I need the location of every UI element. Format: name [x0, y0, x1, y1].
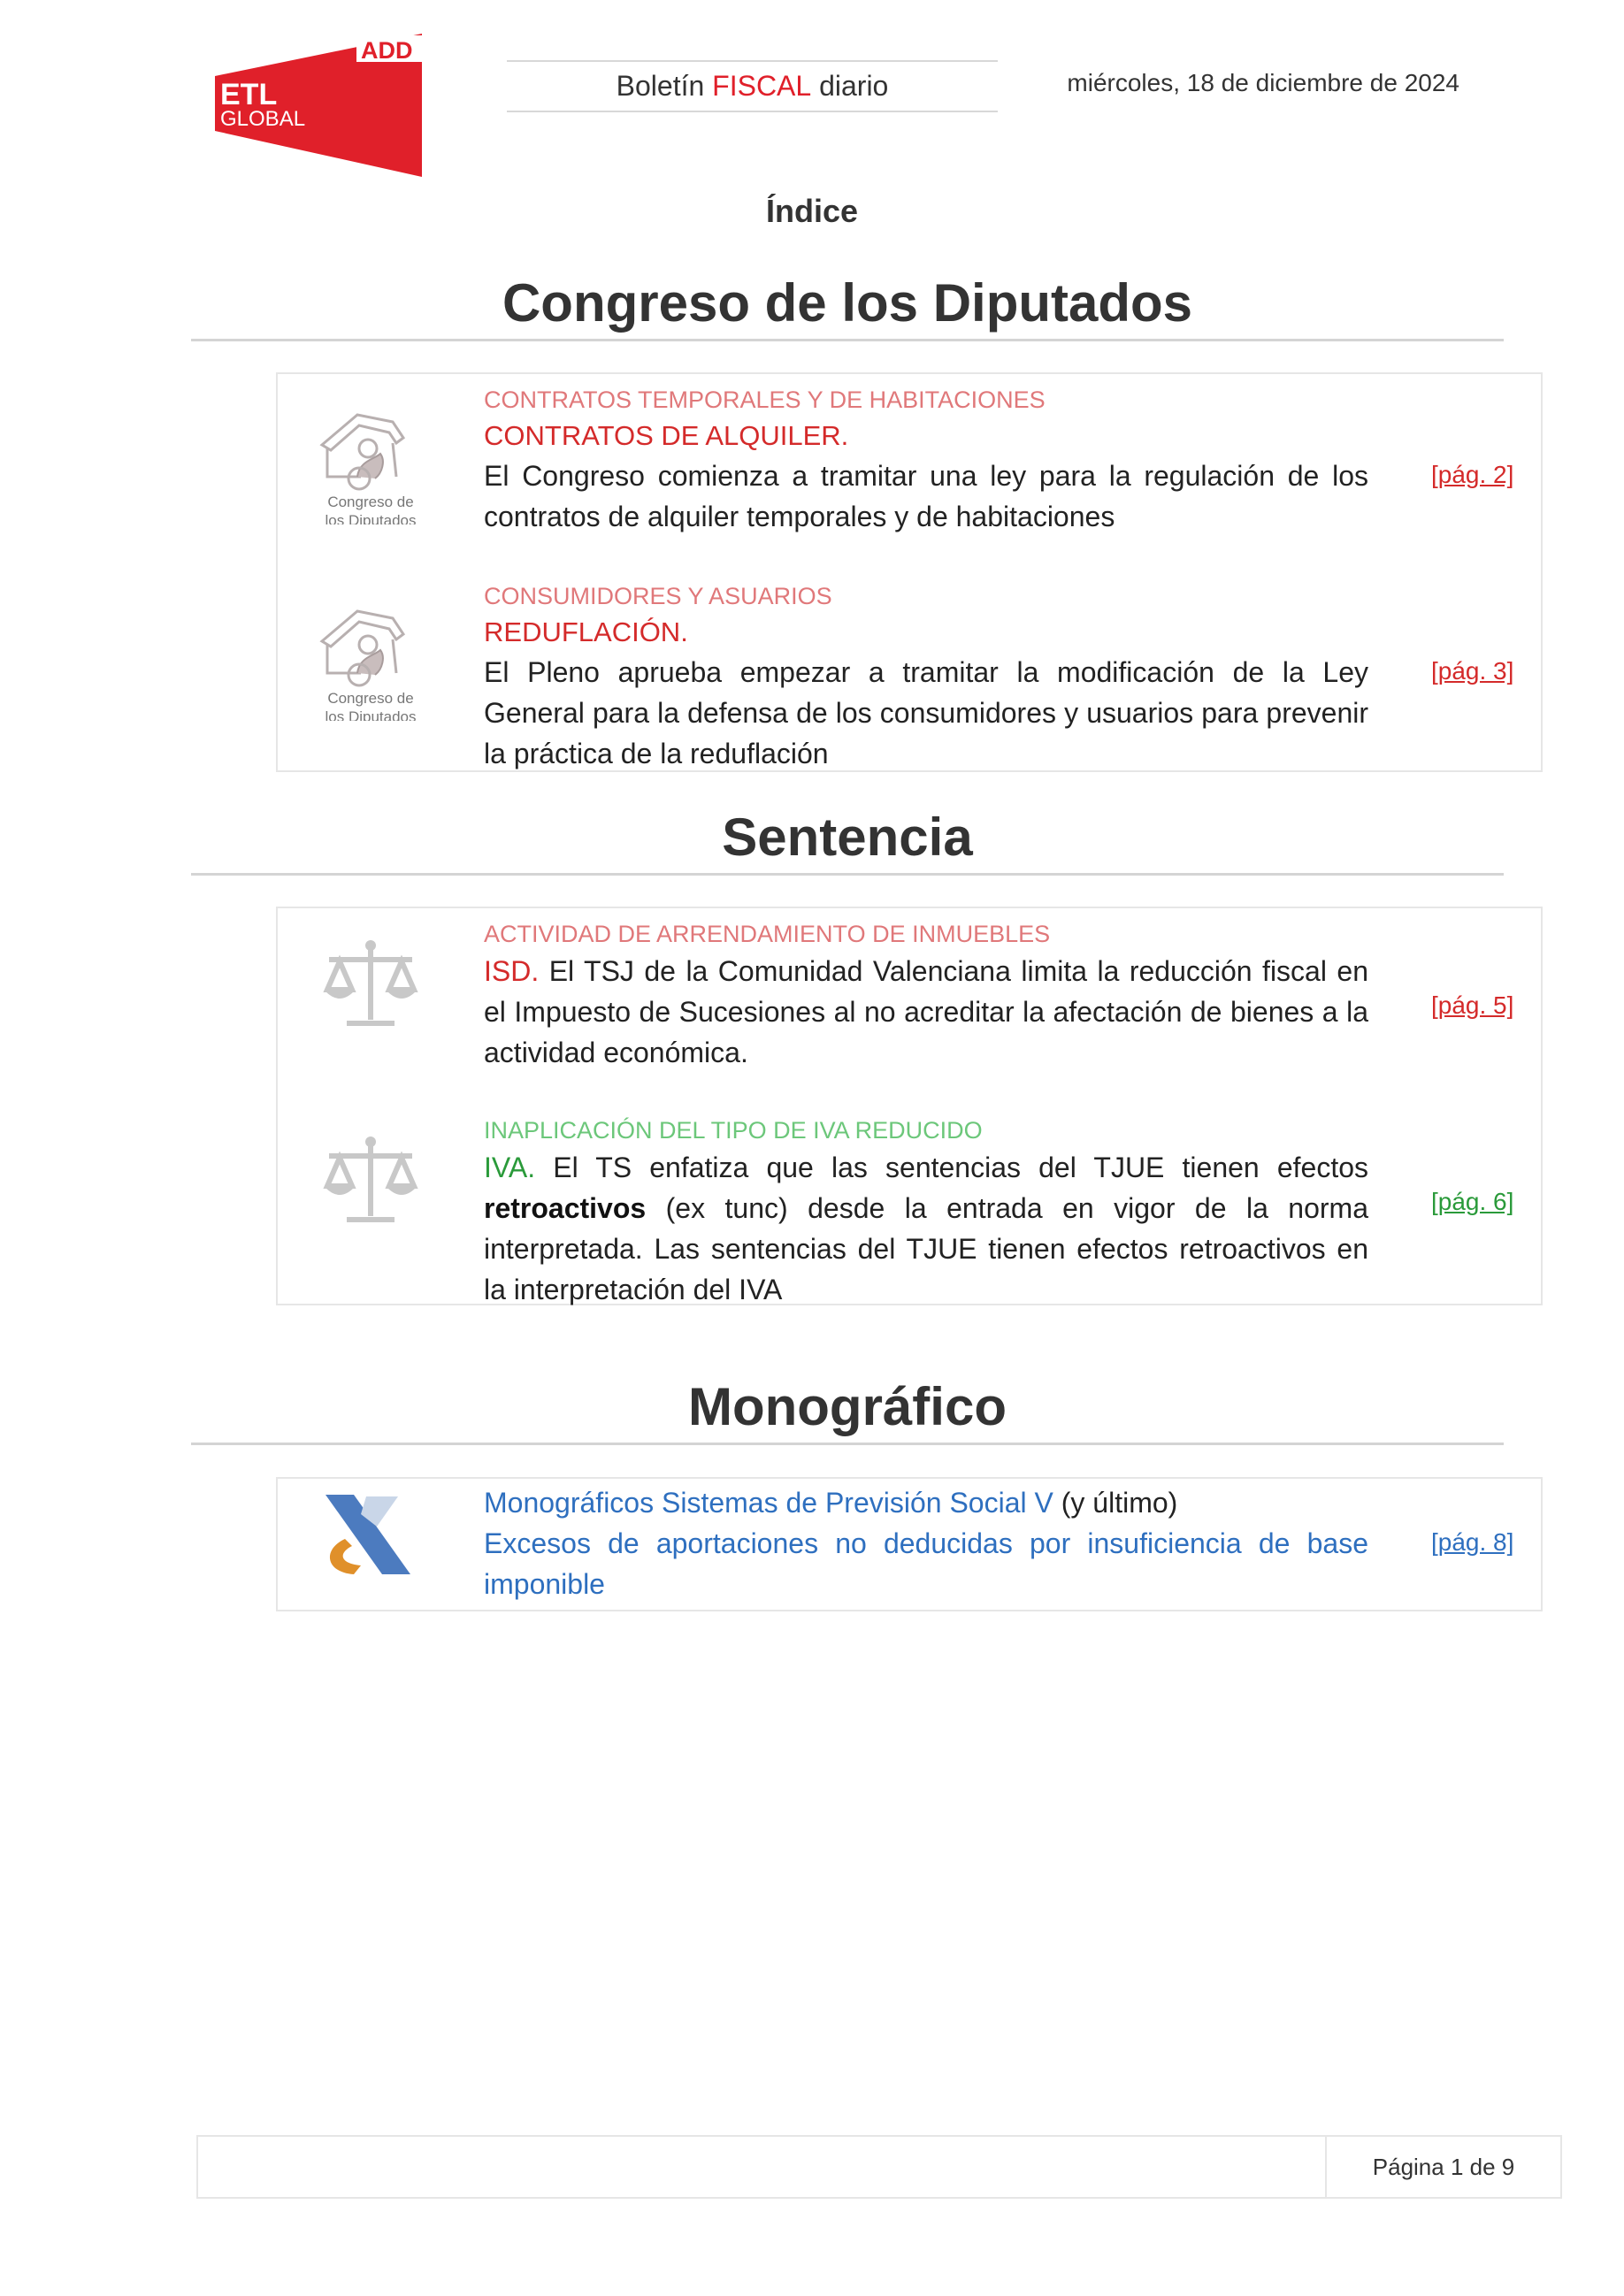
- logo-tag: ADD: [361, 37, 413, 64]
- entry-body: [484, 1147, 1368, 1310]
- monografico-title-suffix: (y último): [1061, 1487, 1178, 1519]
- logo-secondary: GLOBAL: [220, 107, 306, 131]
- entry-lead: IVA.: [484, 1152, 536, 1183]
- page-link[interactable]: [pág. 6]: [1431, 1188, 1514, 1215]
- entry-body-bold: retroactivos: [484, 1192, 647, 1224]
- entry-body-post: (ex tunc) desde la entrada en vigor de la norma interpretada. Las sentencias del TJUE tienen efectos retroactivos en la interpretación del IVA: [484, 1192, 1369, 1305]
- section-title-sentencia: Sentencia: [191, 807, 1504, 876]
- scales-icon: [304, 935, 437, 1068]
- bulletin-suffix: diario: [819, 70, 889, 102]
- svg-text:los Diputados: los Diputados: [325, 512, 417, 524]
- index-title: Índice: [765, 193, 859, 229]
- page-link[interactable]: [pág. 3]: [1431, 657, 1514, 685]
- page-link[interactable]: [pág. 5]: [1431, 991, 1514, 1019]
- panel-monografico: [276, 1477, 1543, 1611]
- entry-body-text: El TSJ de la Comunidad Valenciana limita la reducción fiscal en el Impuesto de Sucesiones al no acreditar la afectación de bienes a la actividad económica.: [484, 955, 1369, 1068]
- logo-primary: ETL: [220, 78, 278, 111]
- svg-text:Congreso de: Congreso de: [327, 690, 414, 707]
- entry-headline: REDUFLACIÓN.: [484, 616, 688, 647]
- entry-lead: ISD.: [484, 955, 540, 987]
- page-link[interactable]: [pág. 2]: [1431, 461, 1514, 488]
- entry-kicker: CONSUMIDORES Y ASUARIOS: [484, 583, 832, 609]
- bulletin-title: [507, 60, 998, 112]
- entry-kicker: ACTIVIDAD DE ARRENDAMIENTO DE INMUEBLES: [484, 921, 1051, 947]
- monografico-title-link[interactable]: Monográficos Sistemas de Previsión Social V: [484, 1487, 1053, 1519]
- entry-body: El Pleno aprueba empezar a tramitar la modificación de la Ley General para la defensa de los consumidores y usuarios para prevenir la práctica de la reduflación: [484, 656, 1368, 769]
- congreso-logo-icon: [304, 588, 437, 721]
- scales-icon: [304, 1131, 437, 1264]
- monografico-title: [484, 1482, 1368, 1523]
- entry-body: [484, 951, 1368, 1073]
- svg-text:los Diputados: los Diputados: [325, 708, 417, 721]
- entry-body: El Congreso comienza a tramitar una ley para la regulación de los contratos de alquiler temporales y de habitaciones: [484, 460, 1368, 532]
- monografico-subtitle[interactable]: Excesos de aportaciones no deducidas por insuficiencia de base imponible: [484, 1527, 1368, 1600]
- bulletin-prefix: Boletín: [616, 70, 705, 102]
- entry-body-pre: El TS enfatiza que las sentencias del TJUE tienen efectos: [553, 1152, 1369, 1183]
- agencia-tributaria-icon: [313, 1488, 419, 1594]
- entry-kicker: CONTRATOS TEMPORALES Y DE HABITACIONES: [484, 386, 1046, 413]
- bulletin-date: miércoles, 18 de diciembre de 2024: [1067, 69, 1459, 96]
- panel-sentencia: [276, 907, 1543, 1305]
- bulletin-highlight: FISCAL: [712, 70, 812, 102]
- entry-headline: CONTRATOS DE ALQUILER.: [484, 420, 849, 451]
- svg-text:Congreso de: Congreso de: [327, 494, 414, 510]
- congreso-logo-icon: [304, 392, 437, 524]
- etl-global-logo: [215, 34, 422, 177]
- section-title-congreso: Congreso de los Diputados: [191, 272, 1504, 341]
- entry-kicker: INAPLICACIÓN DEL TIPO DE IVA REDUCIDO: [484, 1117, 983, 1144]
- footer: [196, 2135, 1562, 2199]
- page-link[interactable]: [pág. 8]: [1431, 1528, 1514, 1556]
- section-title-monografico: Monográfico: [191, 1376, 1504, 1445]
- panel-congreso: [276, 372, 1543, 772]
- footer-page-number: Página 1 de 9: [1372, 2153, 1515, 2180]
